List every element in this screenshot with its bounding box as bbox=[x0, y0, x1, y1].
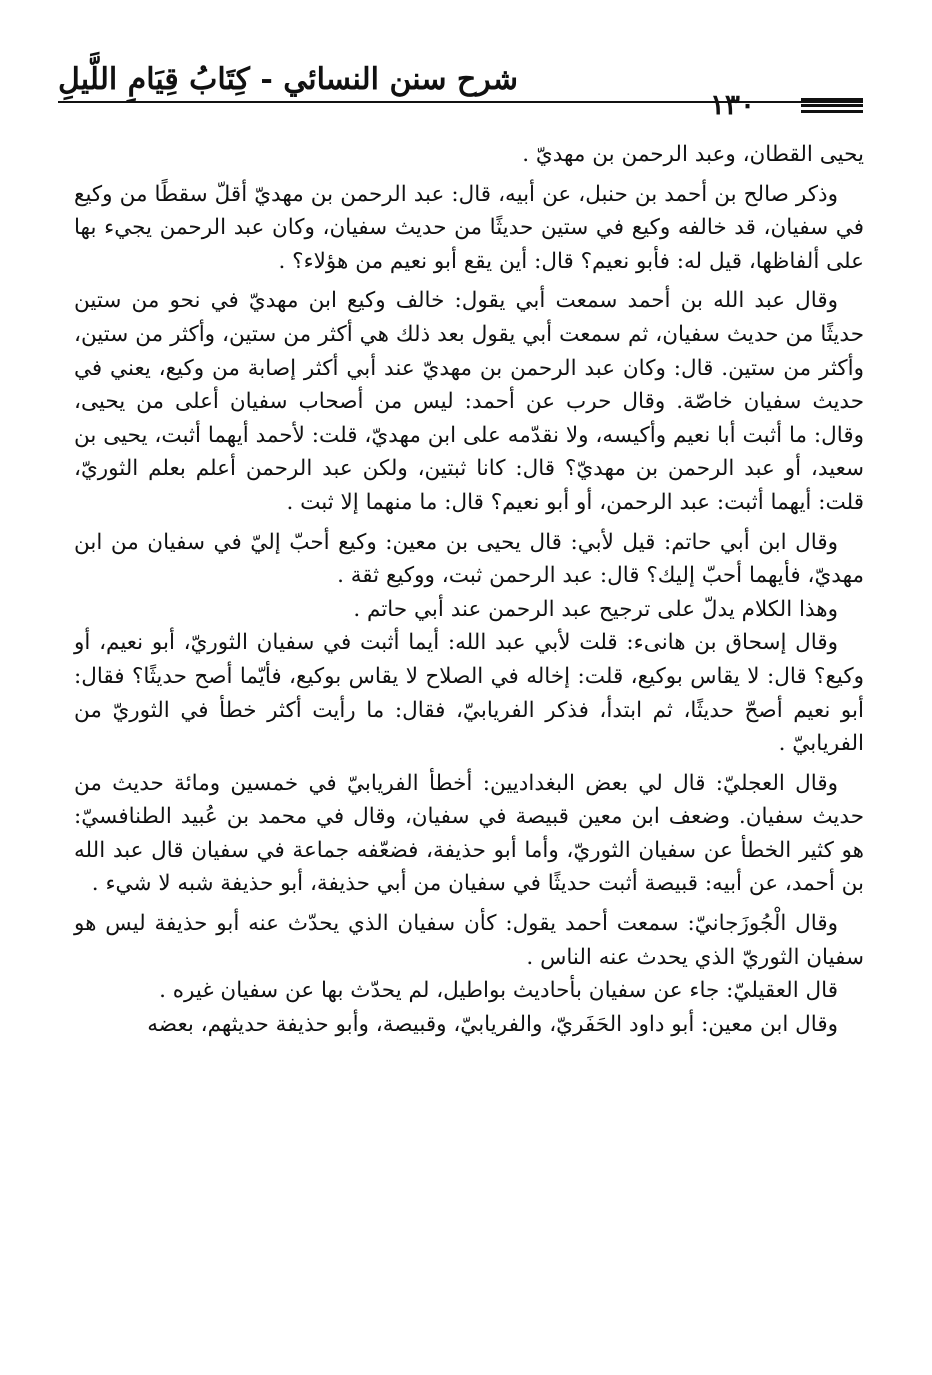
page-number-rule-3 bbox=[801, 110, 863, 113]
running-title: شرح سنن النسائي - كِتَابُ قِيَامِ اللَّيلِ bbox=[58, 62, 518, 97]
paragraph-4: وقال ابن أبي حاتم: قيل لأبي: قال يحيى بن معين: وكيع أحبّ إليّ في سفيان من ابن مهديّ، فأيهما أحبّ إليك؟ قال: عبد الرحمن ثبت، ووكيع ثقة . bbox=[74, 529, 864, 589]
page-number-rule-1 bbox=[801, 98, 863, 101]
paragraph-5: وهذا الكلام يدلّ على ترجيح عبد الرحمن عند أبي حاتم . bbox=[353, 596, 838, 622]
paragraph-9: قال العقيليّ: جاء عن سفيان بأحاديث بواطيل، لم يحدّث بها عن سفيان غيره . bbox=[159, 978, 838, 1004]
paragraph-10: وقال ابن معين: أبو داود الحَفَريّ، والفريابيّ، وقبيصة، وأبو حذيفة حديثهم، بعضه bbox=[147, 1011, 838, 1037]
body-text bbox=[74, 138, 864, 1041]
page-number-rule-2 bbox=[801, 104, 863, 107]
paragraph-3: وقال عبد الله بن أحمد سمعت أبي يقول: خالف وكيع ابن مهديّ في نحو من ستين حديثًا من حديث سفيان، ثم سمعت أبي يقول بعد ذلك هي أكثر من ستين، وأكثر من ستين، وأكثر من ستين. قال: وكان عبد الرحمن بن مهديّ عند أبي أكثر إصابة من وكيع، يعني في حديث سفيان خاصّة. وقال حرب عن أحمد: ليس من أصحاب سفيان أعلى من يحيى، وقال: ما أثبت أبا نعيم وأكيسه، ولا نقدّمه على ابن مهديّ، قلت: لأحمد أيهما أثبت، يحيى بن سعيد، أو عبد الرحمن بن مهديّ؟ قال: كانا ثبتين، ولكن عبد الرحمن أعلم بعلم الثوريّ، قلت: أيهما أثبت: عبد الرحمن، أو أبو نعيم؟ قال: ما منهما إلا ثبت . bbox=[74, 288, 864, 515]
paragraph-6: وقال إسحاق بن هانىء: قلت لأبي عبد الله: أيما أثبت في سفيان الثوريّ، أبو نعيم، أو وكيع؟ قال: لا يقاس بوكيع، قلت: إخاله في الصلاح لا يقاس بوكيع، فأيّما أصح حديثًا؟ فقال: أبو نعيم أصحّ حديثًا، ثم ابتدأ، فذكر الفريابيّ، فقال: ما رأيت أكثر خطأ في الثوريّ من الفريابيّ . bbox=[74, 630, 864, 757]
paragraph-1: يحيى القطان، وعبد الرحمن بن مهديّ . bbox=[522, 142, 864, 167]
paragraph-7: وقال العجليّ: قال لي بعض البغداديين: أخطأ الفريابيّ في خمسين ومائة حديث من حديث سفيان. وضعف ابن معين قبيصة في سفيان، وقال في محمد بن عُبيد الطنافسيّ: هو كثير الخطأ عن سفيان الثوريّ، وأما أبو حذيفة، فضعّفه جماعة في سفيان قال عبد الله بن أحمد، عن أبيه: قبيصة أثبت حديثًا في سفيان من أبي حذيفة، أبو حذيفة شبه لا شيء . bbox=[74, 770, 864, 897]
page-header bbox=[58, 62, 863, 122]
paragraph-8: وقال الْجُوزَجانيّ: سمعت أحمد يقول: كأن سفيان الذي يحدّث عنه أبو حذيفة ليس هو سفيان الثوريّ الذي يحدث عنه الناس . bbox=[74, 911, 864, 970]
page-number: ١٣٠ bbox=[709, 88, 755, 121]
paragraph-2: وذكر صالح بن أحمد بن حنبل، عن أبيه، قال: عبد الرحمن بن مهديّ أقلّ سقطًا من وكيع في سفيان، قد خالفه وكيع في ستين حديثًا من حديث سفيان، وكان عبد الرحمن يجيء بها على ألفاظها، قيل له: فأبو نعيم؟ قال: أين يقع أبو نعيم من هؤلاء؟ . bbox=[74, 181, 864, 274]
